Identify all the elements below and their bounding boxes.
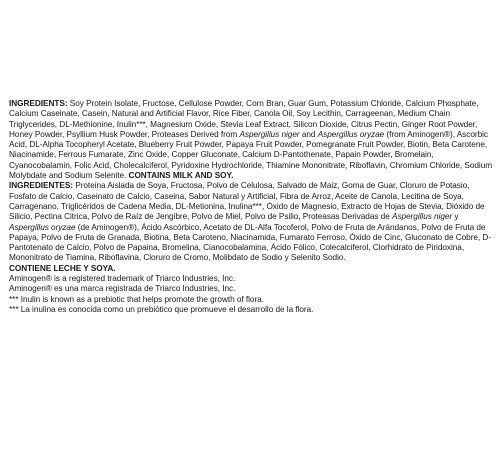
species-name: Aspergillus niger (239, 129, 300, 139)
ingredients-text: (from Aminogen®), Ascorbic Acid, DL-Alpha Tocopheryl Acetate, Blueberry Fruit Powder, Papaya Fruit Powder, Pomegranate Fruit Powder, Biotin, Beta Carotene, Niacinamide, Ferrous Fumarate, Zinc Oxide, Copper Gluconate, Calcium D-Pantothenate, Papain Powder, Bromelain, Cyanocobalamin, Folic Acid, Cholecalciferol, Pyridoxine Hydrochloride, Thiamine Mononitrate, Riboflavin, Chromium Chloride, Sodium Molybdate and Sodium Selenite. (9, 129, 493, 181)
conjunction: and (299, 129, 318, 139)
footnote: *** Inulin is known as a prebiotic that helps promote the growth of flora. (9, 294, 264, 304)
species-name: Aspergillus oryzae (317, 129, 385, 139)
footnote: Aminogen® es una marca registrada de Triarco Industries, Inc. (9, 284, 236, 294)
ingredients-heading: INGREDIENTES: (9, 181, 73, 191)
species-name: Aspergillus oryzae (9, 222, 76, 232)
ingredients-heading: INGREDIENTS: (9, 99, 68, 108)
ingredients-text: (de Aminogen®), Ácido Ascórbico, Acetato de DL-Alfa Tocoferol, Polvo de Fruta de Arándanos, Polvo de Fruta de Papaya, Polvo de Fruta de Granada, Biotina, Beta Caroteno, Niacinamida, Fumarato Ferroso, Óxido de Cinc, Gluconato de Cobre, D-Pantotenato de Calcio, Polvo de Papaina, Bromelina, Cianocobalamina, Ácido Fólico, Colecalciferol, Clorhidrato de Piridoxina, Mononitrato de Tiamina, Riboflavina, Cloruro de Cromo, Molibdato de Sodio y Selenito Sodio. (9, 222, 492, 263)
footnote: *** La inulina es conocida como un prebiótico que promueve el desarrollo de la flora. (9, 304, 314, 314)
species-name: Aspergillus niger (392, 212, 453, 222)
ingredients-english (9, 99, 493, 181)
allergen-statement-spanish: CONTIENE LECHE Y SOYA. (9, 263, 116, 273)
conjunction: y (452, 212, 459, 222)
ingredients-label (9, 99, 493, 315)
allergen-statement: CONTAINS MILK AND SOY. (128, 171, 234, 181)
ingredients-text: Proteina Aislada de Soya, Fructosa, Polvo de Celulosa, Salvado de Maiz, Goma de Guar, Cloruro de Potasio, Fosfato de Calcio, Caseinato de Calcio, Caseina, Sabor Natural y Artificial, Fibra de Arroz, Aceite de Canola, Lecitina de Soya, Carragenano, Triglicéridos de Cadena Media, DL-Metionina, Inulina***, Óxido de Magnesio, Extracto de Hojas de Stevia, Dióxido de Silicio, Pectina Citrica, Polvo de Raíz de Jengibre, Polvo de Miel, Polvo de Psilio, Proteasas Derivadas de (9, 181, 485, 222)
footnote: Aminogen® is a registered trademark of Triarco Industries, Inc. (9, 274, 236, 284)
ingredients-text: Soy Protein Isolate, Fructose, Cellulose Powder, Corn Bran, Guar Gum, Potassium Chloride, Calcium Phosphate, Calcium Caseinate, Casein, Natural and Artificial Flavor, Rice Fiber, Canola Oil, Soy Lecithin, Carrageenan, Medium Chain Triglycerides, DL-Methionine, Inulin***, Magnesium Oxide, Stevia Leaf Extract, Silicon Dioxide, Citrus Pectin, Ginger Root Powder, Honey Powder, Psyllium Husk Powder, Proteases Derived from (9, 99, 479, 139)
ingredients-spanish (9, 181, 493, 263)
